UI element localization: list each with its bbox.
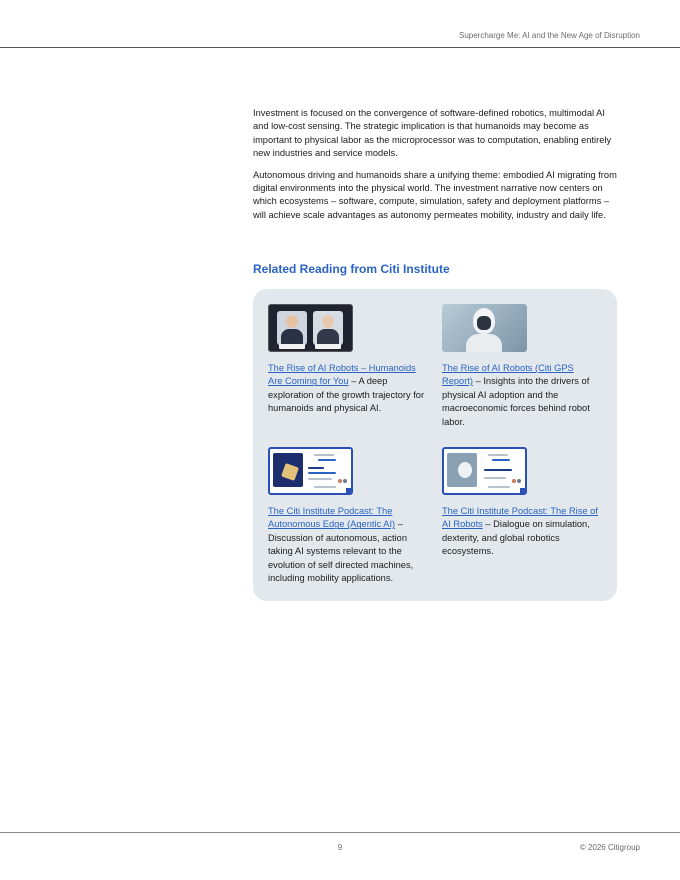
podcast-cover-puzzle-icon[interactable]: [268, 447, 353, 495]
related-item-link[interactable]: The Rise of AI Robots (Citi GPS Report): [442, 363, 574, 387]
header-divider: [0, 47, 680, 48]
related-item-link[interactable]: The Citi Institute Podcast: The Autonomous Edge (Agentic AI): [268, 506, 396, 530]
page-number: 9: [337, 843, 343, 852]
related-item-text: [268, 362, 428, 416]
speakers-photo-icon[interactable]: [268, 304, 353, 352]
related-item-link[interactable]: The Citi Institute Podcast: The Rise of AI Robots: [442, 506, 598, 530]
related-item-link[interactable]: The Rise of AI Robots – Humanoids Are Coming for You: [268, 363, 416, 387]
body-text: [253, 107, 618, 230]
related-item: [268, 304, 428, 416]
related-item-description: – Insights into the drivers of physical AI adoption and the macroeconomic forces behind robot labor.: [442, 376, 590, 427]
related-item-text: [442, 505, 602, 559]
related-item-description: – Dialogue on simulation, dexterity, and global robotics ecosystems.: [442, 519, 590, 557]
related-item-description: – A deep exploration of the growth trajectory for humanoids and physical AI.: [268, 376, 425, 414]
related-item: [442, 447, 602, 559]
humanoid-robot-image-icon[interactable]: [442, 304, 527, 352]
body-paragraph: Investment is focused on the convergence of software-defined robotics, multimodal AI and low-cost sensing. The strategic implication is that humanoids may become as important to physical labor as the microprocessor was to computation, enabling entirely new industries and service models.: [253, 108, 612, 159]
section-heading: Related Reading from Citi Institute: [253, 262, 450, 276]
footer-divider: [0, 832, 680, 833]
body-paragraph: Autonomous driving and humanoids share a unifying theme: embodied AI migrating from digital environments into the physical world. The investment narrative now centers on which ecosystems – software, compute, simulation, safety and deployment platforms – will achieve scale advantages as autonomy permeates mobility, industry and daily life.: [253, 169, 617, 220]
copyright-notice: © 2026 Citigroup: [579, 843, 640, 852]
related-item: [442, 304, 602, 429]
running-header: Supercharge Me: AI and the New Age of Disruption: [459, 31, 640, 40]
related-reading-panel: [253, 289, 617, 601]
related-item: [268, 447, 428, 585]
related-item-description: – Discussion of autonomous, action taking AI systems relevant to the evolution of self directed machines, including mobility applications.: [268, 519, 414, 584]
podcast-cover-robot-icon[interactable]: [442, 447, 527, 495]
related-item-text: [268, 505, 428, 585]
related-item-text: [442, 362, 602, 429]
